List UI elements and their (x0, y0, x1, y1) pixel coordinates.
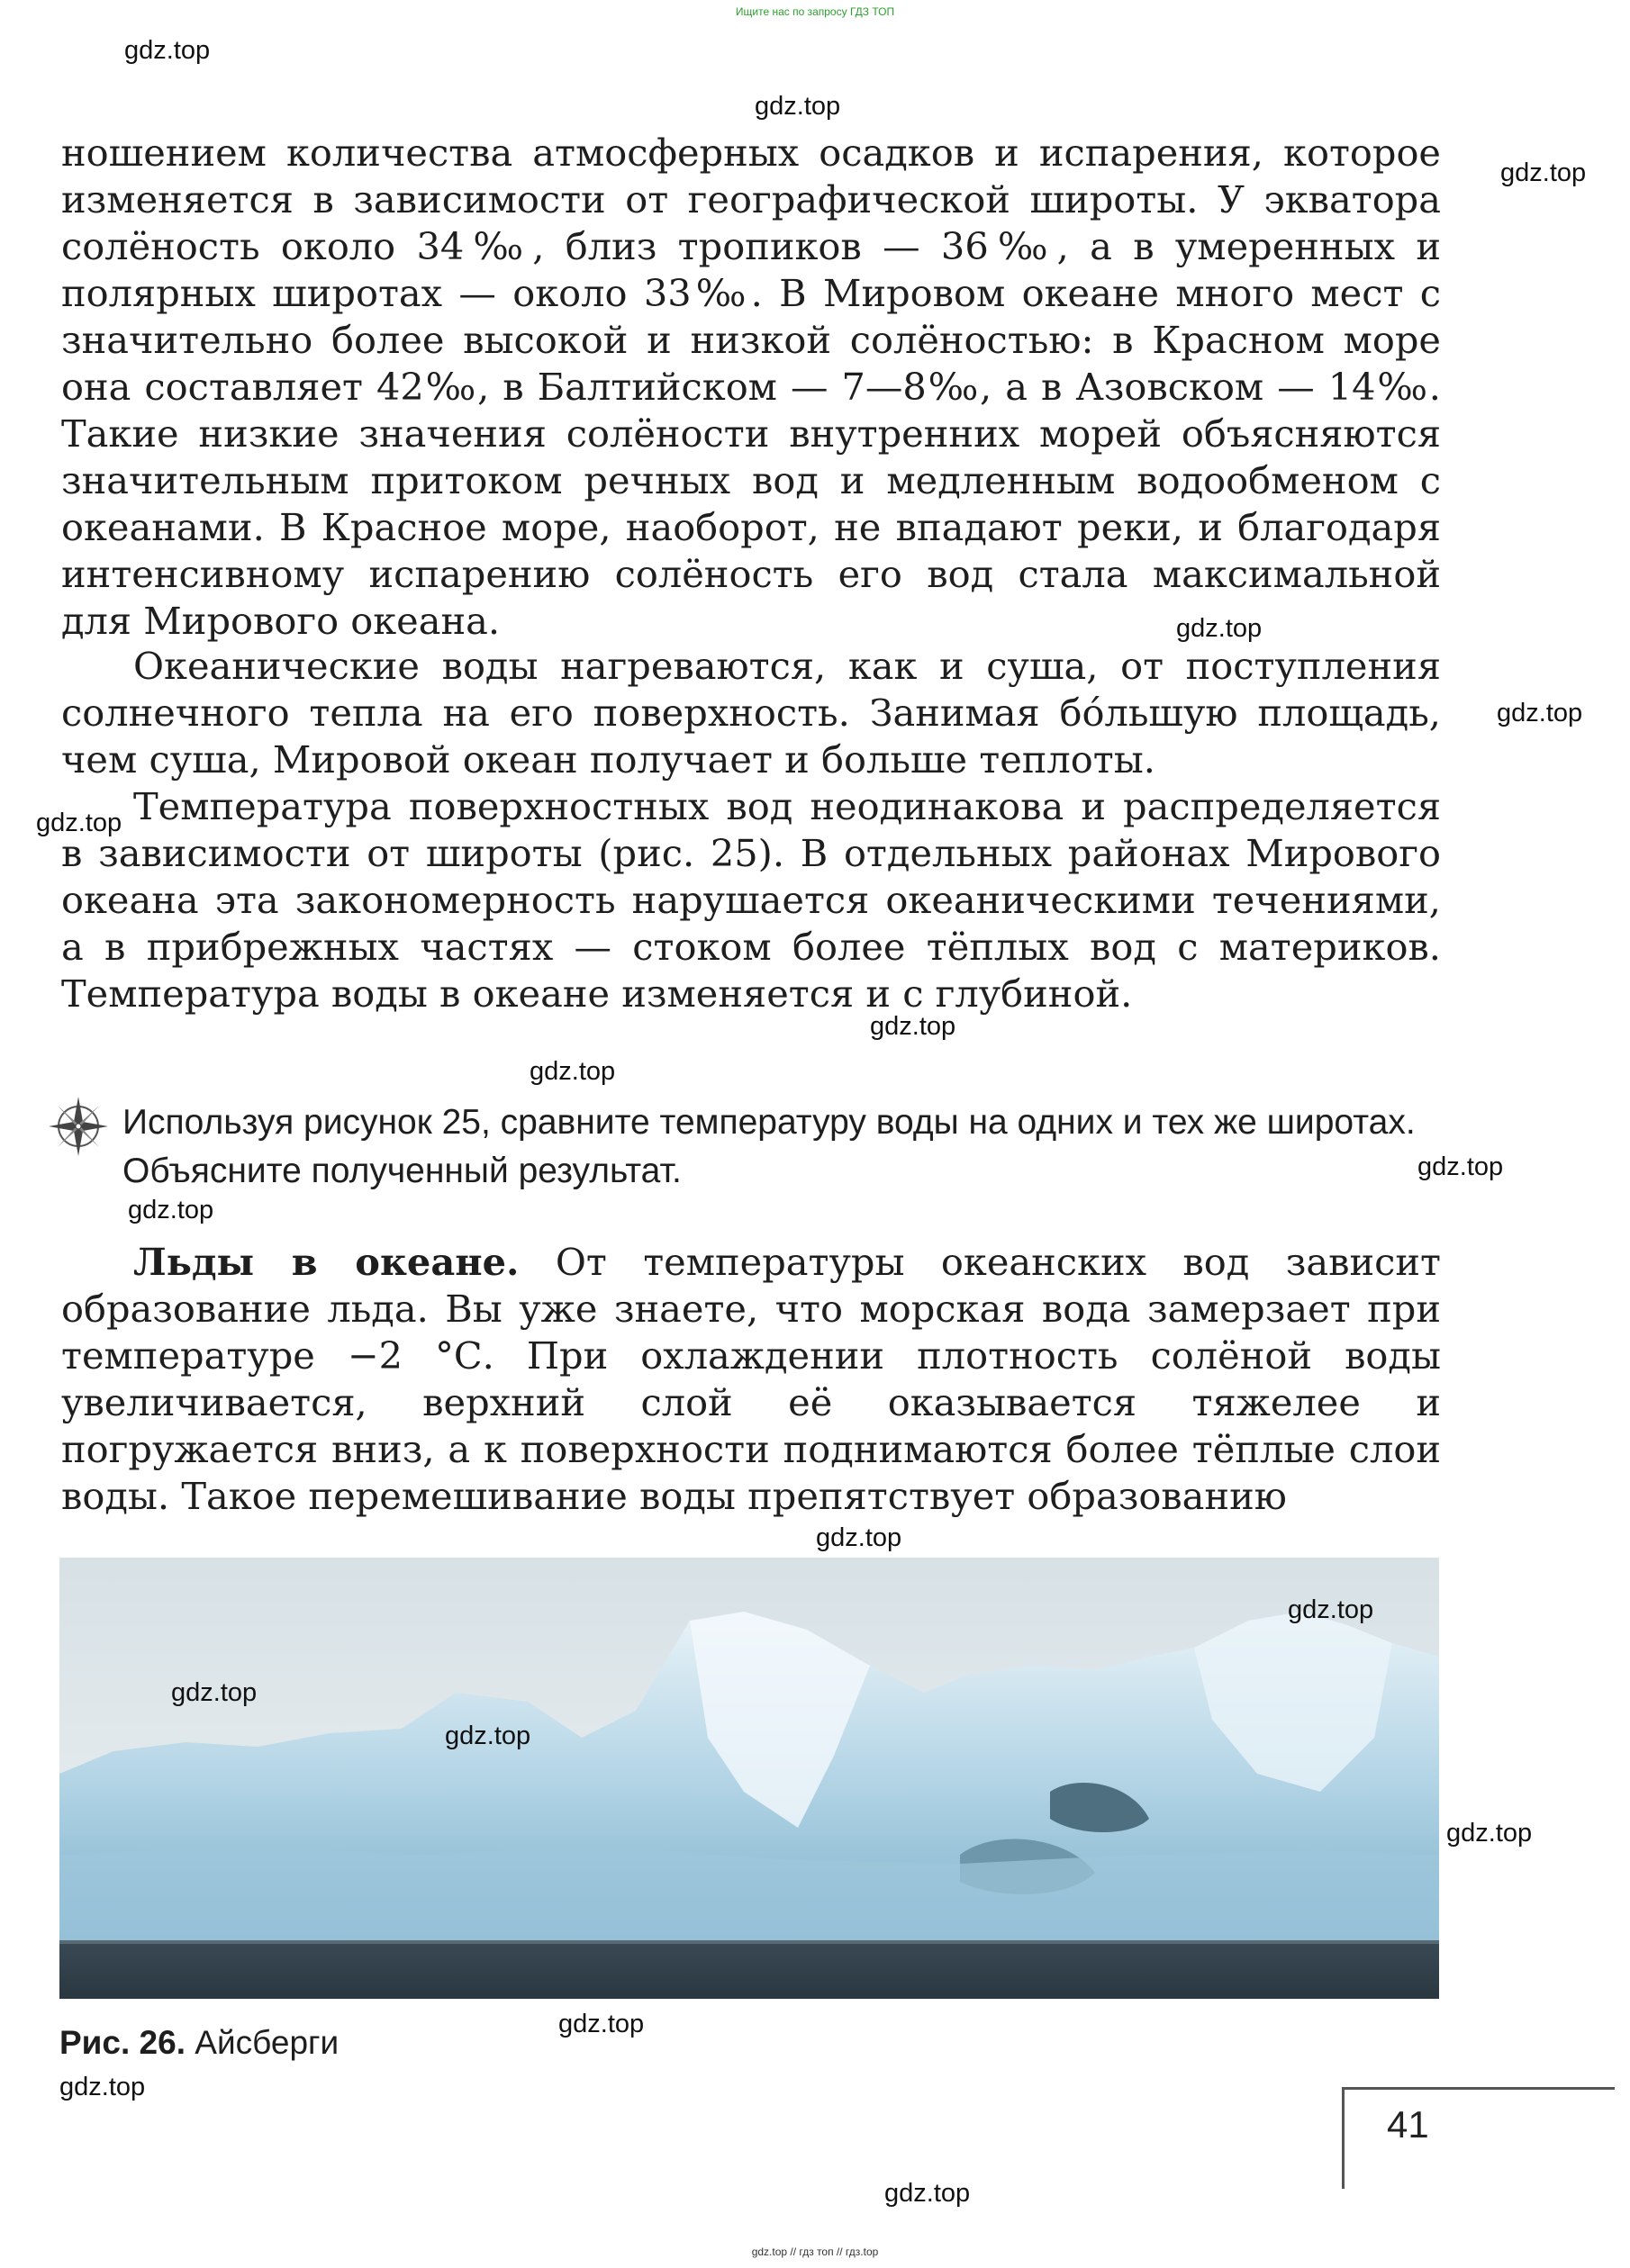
watermark: gdz.top (870, 1012, 956, 1041)
watermark: gdz.top (1288, 1595, 1374, 1624)
bottom-banner: gdz.top // гдз топ // гдз.top (751, 2245, 879, 2258)
figure-caption (59, 2024, 339, 2062)
watermark: gdz.top (1497, 699, 1583, 727)
figure-title: Айсберги (195, 2024, 340, 2061)
watermark: gdz.top (1446, 1819, 1533, 1848)
paragraph-heating: Океанические воды нагреваются, как и суша, от поступления солнечного тепла на его поверхность. Занимая бо́льшую площадь, чем суша, Мировой океан получает и больше теплоты. (61, 644, 1441, 782)
iceberg-photo (59, 1558, 1439, 1999)
watermark: gdz.top (755, 92, 841, 121)
section-text: От температуры океанских вод зависит образование льда. Вы уже знаете, что морская вода замерзает при температуре −2 °С. При охлаждении плотность солёной воды увеличивается, верхний слой её оказывается тяжелее и погружается вниз, а к поверхности поднимаются более тёплые слои воды. Такое перемешивание воды препятствует образованию (61, 1240, 1441, 1518)
page-number-frame (1342, 2087, 1615, 2189)
watermark: gdz.top (816, 1523, 902, 1552)
watermark: gdz.top (530, 1057, 616, 1086)
watermark: gdz.top (128, 1196, 214, 1224)
watermark: gdz.top (124, 36, 211, 65)
watermark: gdz.top (1500, 158, 1587, 187)
paragraph-temperature: Температура поверхностных вод неодинакова и распределяется в зависимости от широты (рис. 25). В отдельных районах Мирового океана эта закономерность нарушается океаническими течениями, а в прибрежных частях — стоком более тёплых вод с материков. Температура воды в океане изменяется и с глубиной. (61, 784, 1441, 1016)
page-number: 41 (1387, 2103, 1429, 2146)
watermark: gdz.top (59, 2073, 146, 2101)
watermark: gdz.top (36, 809, 122, 837)
top-banner: Ищите нас по запросу ГДЗ ТОП (735, 5, 895, 18)
figure-label: Рис. 26. (59, 2024, 186, 2061)
task-question: Используя рисунок 25, сравните температуру воды на одних и тех же широтах. Объясните полученный результат. (122, 1103, 1416, 1190)
paragraph-salinity: ношением количества атмосферных осадков и испарения, которое изменяется в зависимости от географической широты. У экватора солёность около 34‰, близ тропиков — 36‰, а в умеренных и полярных широтах — около 33‰. В Мировом океане много мест с значительно более высокой и низкой солёностью: в Красном море она составляет 42‰, в Балтийском — 7—8‰, а в Азовском — 14‰. Такие низкие значения солёности внутренних морей объясняются значительным притоком речных вод и медленным водообменом с океанами. В Красное море, наоборот, не впадают реки, и благодаря интенсивному испарению солёность его вод стала максимальной для Мирового океана. (61, 131, 1441, 643)
watermark: gdz.top (558, 2010, 645, 2038)
section-heading: Льды в океане. (133, 1240, 520, 1284)
watermark: gdz.top (884, 2179, 971, 2208)
watermark: gdz.top (445, 1721, 531, 1750)
watermark: gdz.top (1176, 614, 1263, 643)
watermark: gdz.top (171, 1678, 258, 1707)
compass-rose-icon (47, 1095, 110, 1158)
paragraph-ice (61, 1239, 1441, 1520)
watermark: gdz.top (1417, 1152, 1504, 1181)
